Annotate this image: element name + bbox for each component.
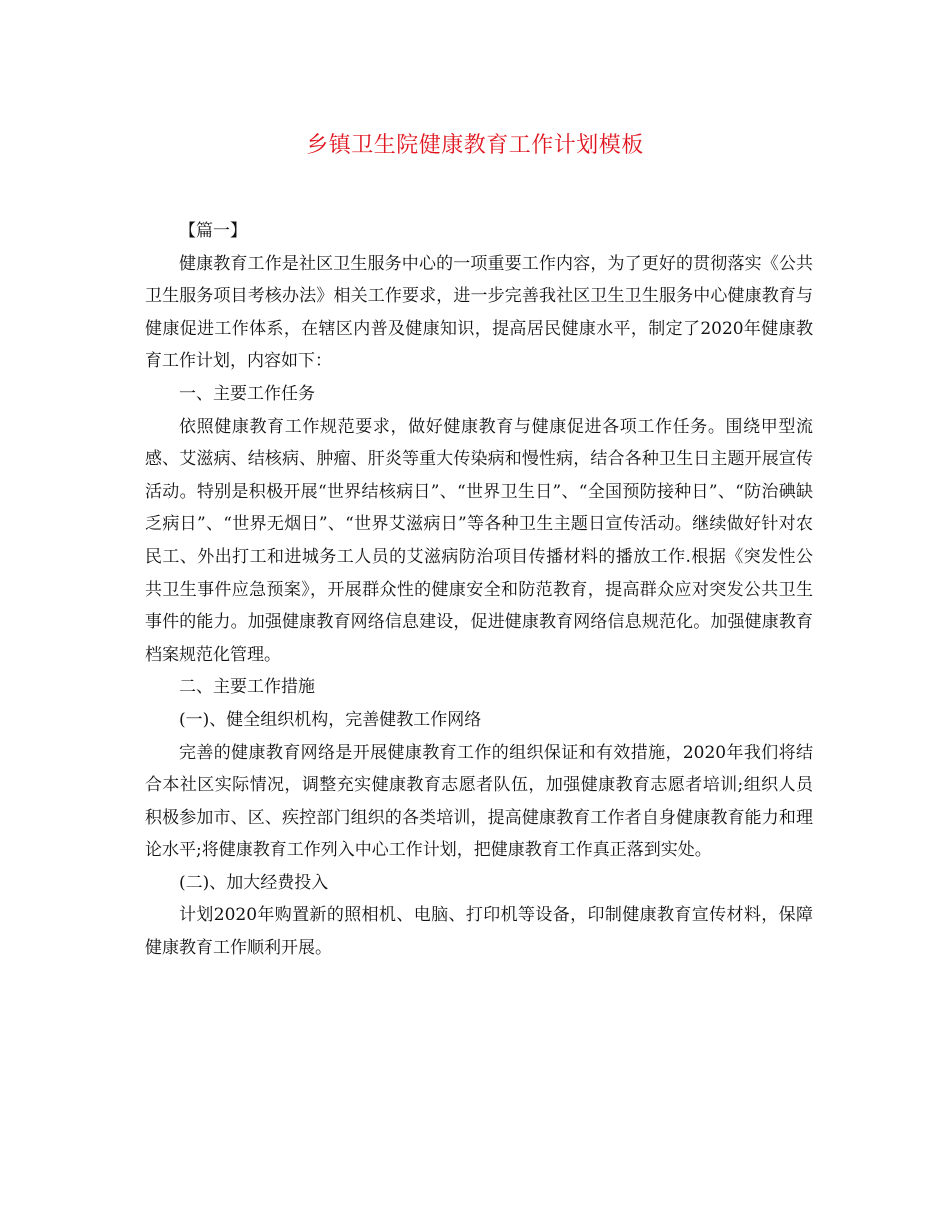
- subheading-funding: (二)、加大经费投入: [179, 872, 329, 893]
- heading-main-measures: 二、主要工作措施: [179, 677, 315, 698]
- document-body: [145, 215, 813, 965]
- intro-paragraph: 健康教育工作是社区卫生服务中心的一项重要工作内容，为了更好的贯彻落实《公共卫生服务项目考核办法》相关工作要求，进一步完善我社区卫生卫生服务中心健康教育与健康促进工作体系，在辖区内普及健康知识，提高居民健康水平，制定了2020年健康教育工作计划，内容如下：: [145, 253, 813, 372]
- heading-main-tasks: 一、主要工作任务: [179, 383, 315, 404]
- funding-paragraph: 计划2020年购置新的照相机、电脑、打印机等设备，印制健康教育宣传材料，保障健康教育工作顺利开展。: [145, 905, 813, 959]
- section-label-part-one: 【篇一】: [179, 221, 247, 241]
- main-tasks-paragraph: 依照健康教育工作规范要求，做好健康教育与健康促进各项工作任务。围绕甲型流感、艾滋病、结核病、肿瘤、肝炎等重大传染病和慢性病，结合各种卫生日主题开展宣传活动。特别是积极开展“世界结核病日”、“世界卫生日”、“全国预防接种日”、“防治碘缺乏病日”、“世界无烟日”、“世界艾滋病日”等各种卫生主题日宣传活动。继续做好针对农民工、外出打工和进城务工人员的艾滋病防治项目传播材料的播放工作.根据《突发性公共卫生事件应急预案》，开展群众性的健康安全和防范教育，提高群众应对突发公共卫生事件的能力。加强健康教育网络信息建设，促进健康教育网络信息规范化。加强健康教育档案规范化管理。: [145, 416, 813, 665]
- document-title: 乡镇卫生院健康教育工作计划模板: [306, 133, 644, 158]
- organization-paragraph: 完善的健康教育网络是开展健康教育工作的组织保证和有效措施，2020年我们将结合本社区实际情况，调整充实健康教育志愿者队伍，加强健康教育志愿者培训;组织人员积极参加市、区、疾控部门组织的各类培训，提高健康教育工作者自身健康教育能力和理论水平;将健康教育工作列入中心工作计划，把健康教育工作真正落到实处。: [145, 742, 813, 861]
- subheading-organization: (一)、健全组织机构，完善健教工作网络: [179, 709, 482, 730]
